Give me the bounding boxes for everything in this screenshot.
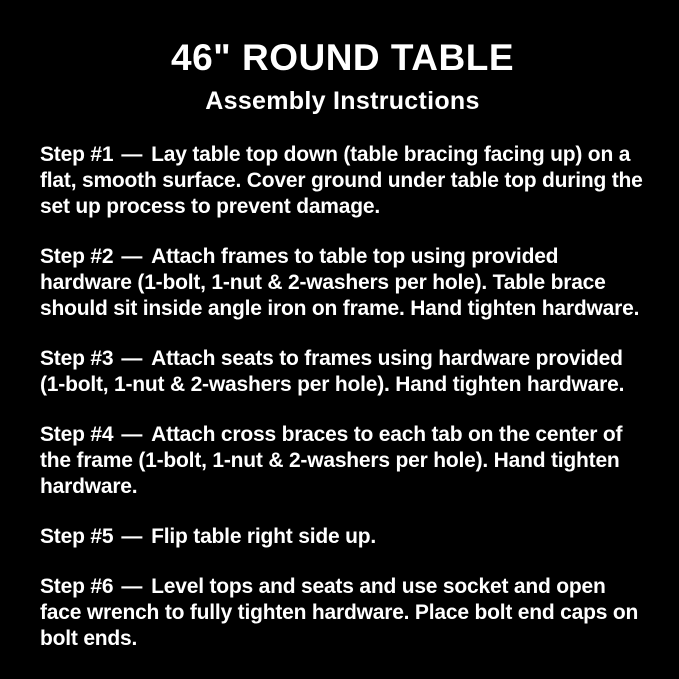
step-item xyxy=(40,574,645,652)
step-separator: — xyxy=(121,244,143,268)
step-item xyxy=(40,142,645,220)
card-header xyxy=(40,38,645,116)
step-item xyxy=(40,346,645,398)
step-item xyxy=(40,422,645,500)
step-label: Step #2 xyxy=(40,244,114,268)
step-label: Step #6 xyxy=(40,575,114,599)
step-text: Attach frames to table top using provided hardware (1-bolt, 1-nut & 2-washers per hole). Table brace should sit inside angle iron on frame. Hand tighten hardware. xyxy=(40,244,640,320)
step-item xyxy=(40,524,645,550)
step-separator: — xyxy=(121,142,143,166)
step-label: Step #3 xyxy=(40,346,114,370)
page-subtitle: Assembly Instructions xyxy=(205,86,480,115)
step-text: Level tops and seats and use socket and open face wrench to fully tighten hardware. Place bolt end caps on bolt ends. xyxy=(40,575,639,651)
step-text: Flip table right side up. xyxy=(151,525,376,549)
step-separator: — xyxy=(121,346,143,370)
steps-list xyxy=(40,142,645,652)
step-item xyxy=(40,244,645,322)
step-label: Step #5 xyxy=(40,525,114,549)
step-text: Attach seats to frames using hardware provided (1-bolt, 1-nut & 2-washers per hole). Hand tighten hardware. xyxy=(40,346,625,396)
step-label: Step #1 xyxy=(40,142,114,166)
page-title: 46" ROUND TABLE xyxy=(171,37,514,78)
step-separator: — xyxy=(121,422,143,446)
step-separator: — xyxy=(121,525,143,549)
step-label: Step #4 xyxy=(40,422,114,446)
step-text: Attach cross braces to each tab on the center of the frame (1-bolt, 1-nut & 2-washers per hole). Hand tighten hardware. xyxy=(40,422,623,498)
step-text: Lay table top down (table bracing facing up) on a flat, smooth surface. Cover ground under table top during the set up process to prevent damage. xyxy=(40,142,643,218)
step-separator: — xyxy=(121,575,143,599)
